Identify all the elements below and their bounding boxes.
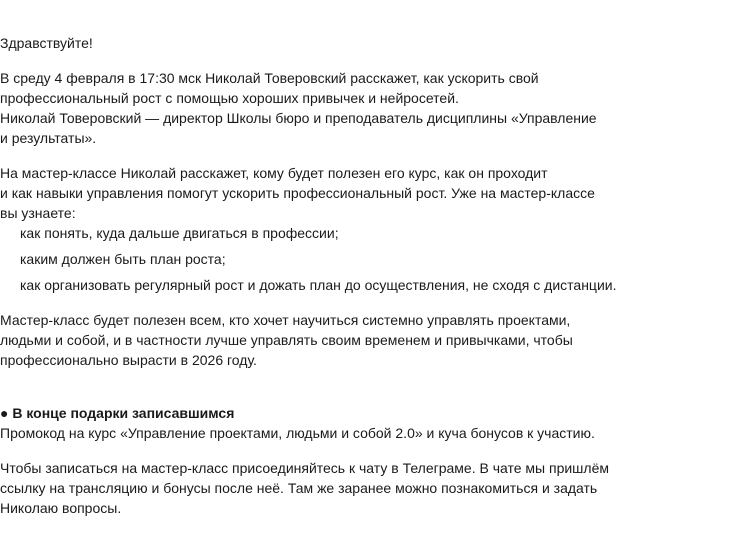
list-item: каким должен быть план роста; [20,251,226,267]
audience-paragraph [0,310,734,370]
greeting: Здравствуйте! [0,35,93,51]
signup-paragraph [0,458,734,518]
intro-line: профессиональный рост с помощью хороших привычек и нейросетей. [0,90,459,106]
signup-line: ссылку на трансляцию и бонусы после неё. Там же заранее можно познакомиться и задать [0,480,598,496]
audience-line: людьми и собой, и в частности лучше управлять своим временем и привычками, чтобы [0,332,573,348]
audience-line: профессионально вырасти в 2026 году. [0,352,257,368]
signup-line: Николаю вопросы. [0,500,122,516]
list-item: как организовать регулярный рост и дожать план до осуществления, не сходя с дистанции. [20,277,617,293]
gifts-heading: ● В конце подарки записавшимся [0,405,235,421]
audience-line: Мастер-класс будет полезен всем, кто хочет научиться системно управлять проектами, [0,312,571,328]
masterclass-line: вы узнаете: [0,205,76,221]
intro-line: Николай Товеровский — директор Школы бюро и преподаватель дисциплины «Управление [0,110,597,126]
masterclass-paragraph [0,163,734,223]
intro-paragraph [0,68,734,148]
list-item: как понять, куда дальше двигаться в профессии; [20,225,339,241]
intro-line: и результаты». [0,130,97,146]
learning-list [0,223,734,301]
gifts-text: Промокод на курс «Управление проектами, людьми и собой 2.0» и куча бонусов к участию. [0,425,595,441]
signup-line: Чтобы записаться на мастер-класс присоединяйтесь к чату в Телеграме. В чате мы пришлём [0,460,609,476]
intro-line: В среду 4 февраля в 17:30 мск Николай Товеровский расскажет, как ускорить свой [0,70,539,86]
masterclass-line: и как навыки управления помогут ускорить профессиональный рост. Уже на мастер-классе [0,185,595,201]
masterclass-line: На мастер-классе Николай расскажет, кому будет полезен его курс, как он проходит [0,165,548,181]
